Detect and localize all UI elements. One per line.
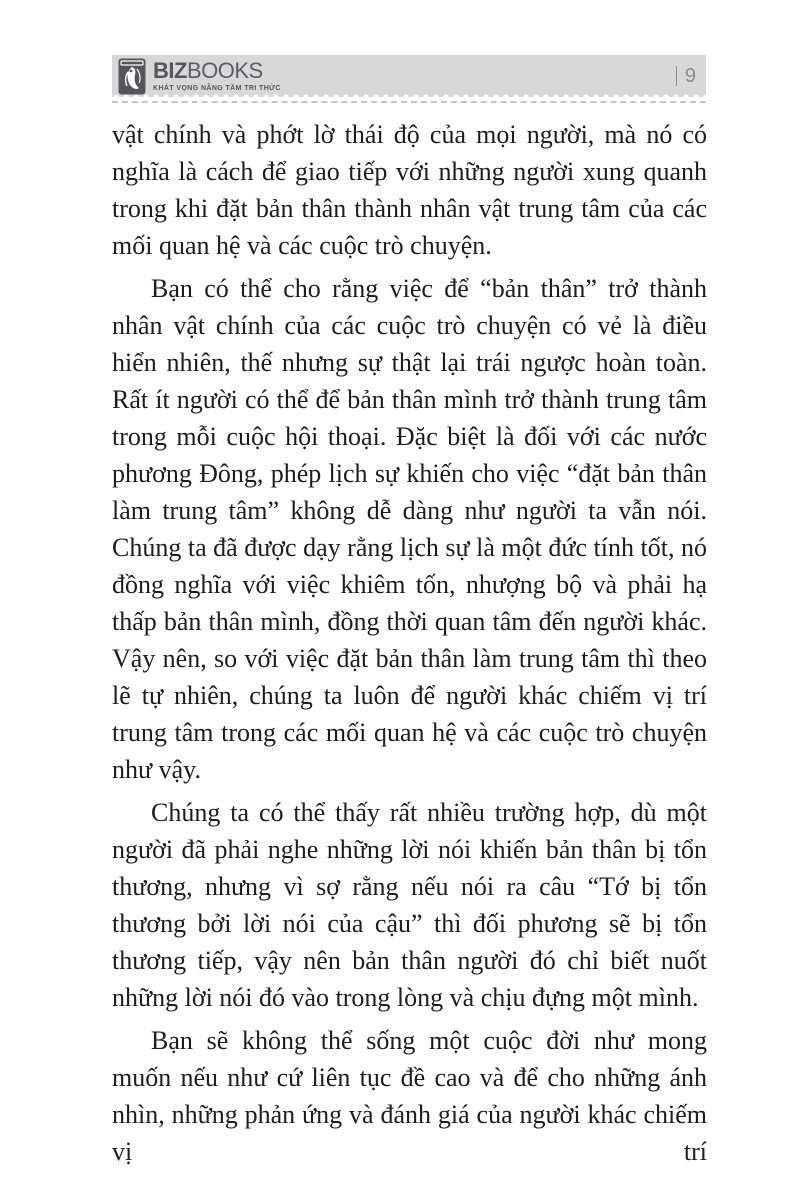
page-number-block: [676, 66, 696, 86]
brand-text: [153, 60, 281, 92]
brand-name: [153, 60, 281, 82]
header-dashed-rule: [112, 101, 706, 103]
header-band: [112, 55, 706, 97]
paragraph: Bạn sẽ không thể sống một cuộc đời như mong muốn nếu như cứ liên tục đề cao và để cho những ánh nhìn, những phản ứng và đánh giá của người khác chiếm vị trí: [112, 1026, 707, 1166]
page-number-divider: [676, 66, 677, 86]
brand-name-biz: BIZ: [153, 58, 187, 83]
bizbooks-logo-icon: [118, 58, 146, 95]
publisher-brand: [118, 58, 281, 95]
page-number: 9: [684, 65, 696, 87]
brand-tagline: KHÁT VỌNG NÂNG TẦM TRI THỨC: [153, 85, 281, 92]
paragraph: Bạn có thể cho rằng việc để “bản thân” trở thành nhân vật chính của các cuộc trò chuyện có vẻ là điều hiển nhiên, thế nhưng sự thật lại trái ngược hoàn toàn. Rất ít người có thể để bản thân mình trở thành trung tâm trong mỗi cuộc hội thoại. Đặc biệt là đối với các nước phương Đông, phép lịch sự khiến cho việc “đặt bản thân làm trung tâm” không dễ dàng như người ta vẫn nói. Chúng ta đã được dạy rằng lịch sự là một đức tính tốt, nó đồng nghĩa với việc khiêm tốn, nhượng bộ và phải hạ thấp bản thân mình, đồng thời quan tâm đến người khác. Vậy nên, so với việc đặt bản thân làm trung tâm thì theo lẽ tự nhiên, chúng ta luôn để người khác chiếm vị trí trung tâm trong các mối quan hệ và các cuộc trò chuyện như vậy.: [112, 274, 707, 784]
brand-name-books: BOOKS: [186, 58, 263, 83]
paragraph: vật chính và phớt lờ thái độ của mọi người, mà nó có nghĩa là cách để giao tiếp với những người xung quanh trong khi đặt bản thân thành nhân vật trung tâm của các mối quan hệ và các cuộc trò chuyện.: [112, 120, 707, 260]
paragraph: Chúng ta có thể thấy rất nhiều trường hợp, dù một người đã phải nghe những lời nói khiến bản thân bị tổn thương, nhưng vì sợ rằng nếu nói ra câu “Tớ bị tổn thương bởi lời nói của cậu” thì đối phương sẽ bị tổn thương tiếp, vậy nên bản thân người đó chỉ biết nuốt những lời nói đó vào trong lòng và chịu đựng một mình.: [112, 798, 707, 1012]
body-text: [112, 116, 707, 1176]
